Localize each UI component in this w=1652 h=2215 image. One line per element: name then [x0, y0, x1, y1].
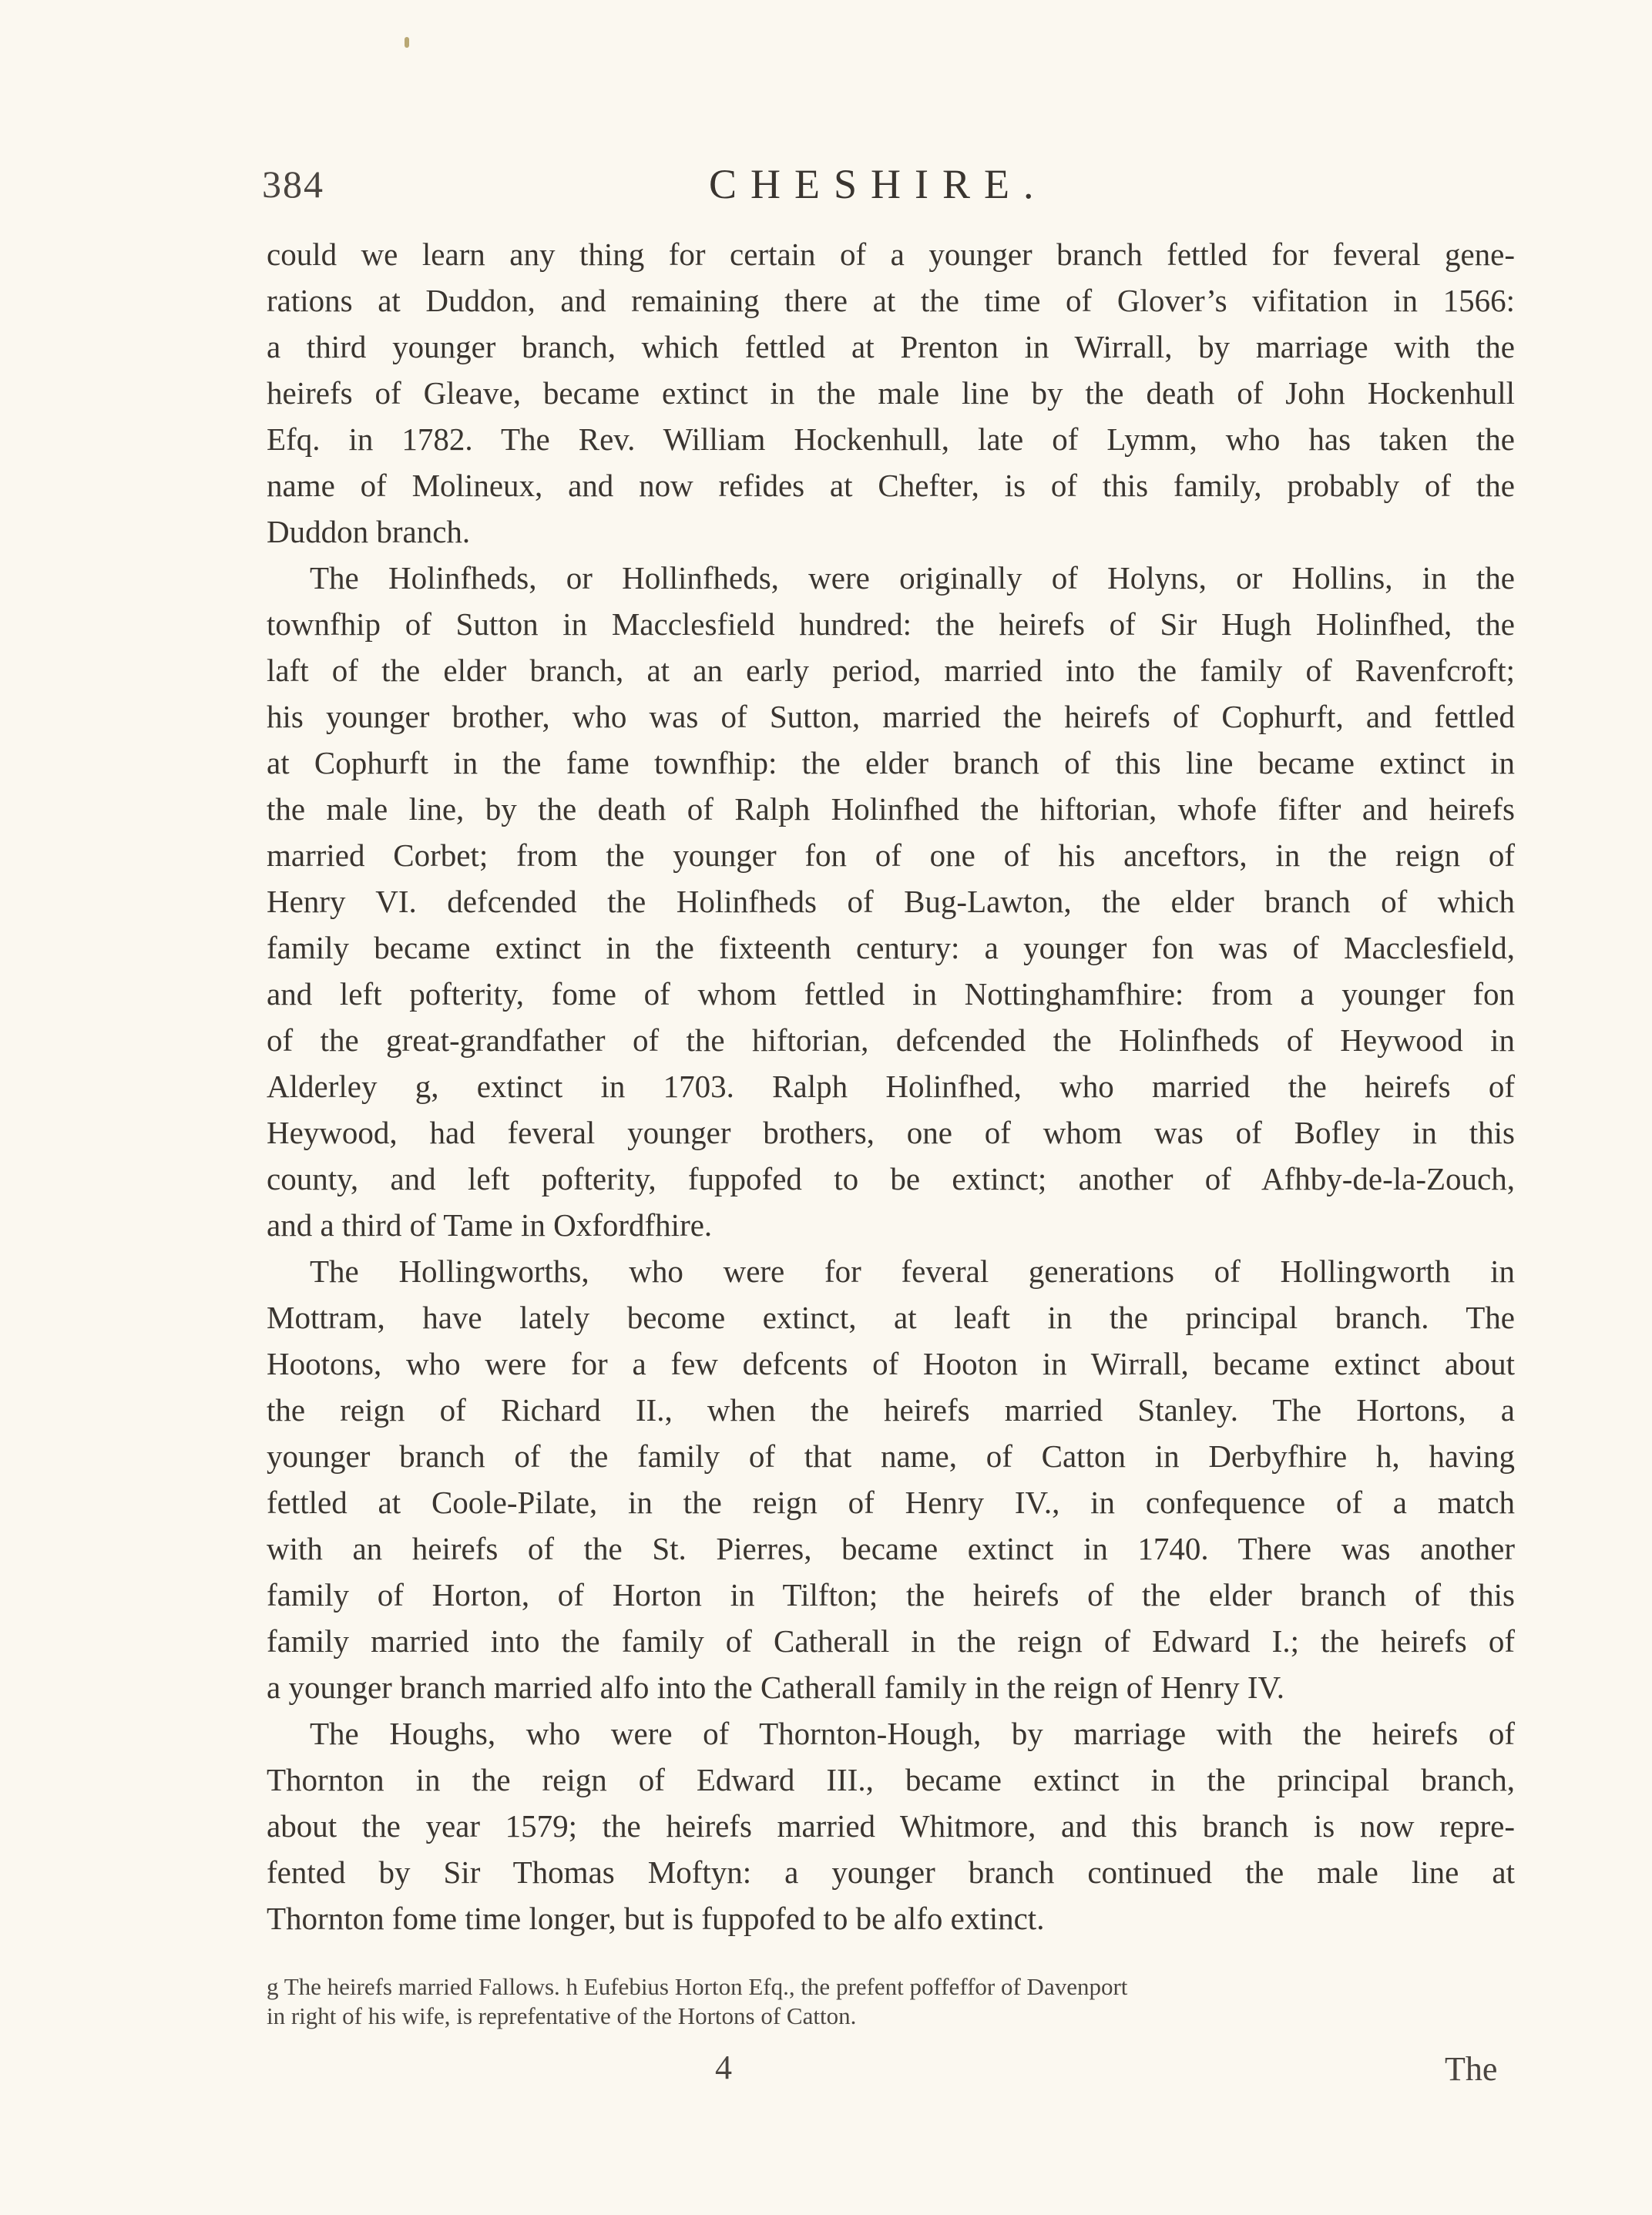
text-line: at Cophurft in the fame townfhip: the elder branch of this line became extinct in — [267, 745, 1515, 780]
text-line: with an heirefs of the St. Pierres, became extinct in 1740. There was another — [267, 1531, 1515, 1566]
footnote-line: g The heirefs married Fallows. h Eufebius Horton Efq., the prefent poffeffor of Davenport — [267, 1973, 1128, 2000]
text-line: and a third of Tame in Oxfordfhire. — [267, 1207, 713, 1243]
text-line: family of Horton, of Horton in Tilfton; the heirefs of the elder branch of this — [267, 1577, 1515, 1613]
text-line: name of Molineux, and now refides at Chefter, is of this family, probably of the — [267, 468, 1515, 503]
text-line: family became extinct in the fixteenth century: a younger fon was of Macclesfield, — [267, 930, 1515, 965]
paragraph-start-line: The Houghs, who were of Thornton-Hough, by marriage with the heirefs of — [310, 1716, 1515, 1751]
text-line: and left pofterity, fome of whom fettled in Nottinghamfhire: from a younger fon — [267, 976, 1515, 1012]
text-line: Mottram, have lately become extinct, at leaft in the principal branch. The — [267, 1300, 1515, 1335]
text-line: family married into the family of Catherall in the reign of Edward I.; the heirefs of — [267, 1623, 1515, 1659]
text-line: the male line, by the death of Ralph Holinfhed the hiftorian, whofe fifter and heirefs — [267, 791, 1515, 827]
running-head: CHESHIRE. — [709, 161, 1048, 207]
text-line: fettled at Coole-Pilate, in the reign of Henry IV., in confequence of a match — [267, 1485, 1515, 1520]
text-line: fented by Sir Thomas Moftyn: a younger branch continued the male line at — [267, 1854, 1515, 1890]
text-line: Duddon branch. — [267, 514, 471, 549]
text-line: county, and left pofterity, fuppofed to be extinct; another of Afhby-de-la-Zouch, — [267, 1161, 1515, 1196]
text-line: Hootons, who were for a few defcents of Hooton in Wirrall, became extinct about — [267, 1346, 1515, 1381]
text-line: about the year 1579; the heirefs married Whitmore, and this branch is now repre- — [267, 1808, 1515, 1844]
text-line: married Corbet; from the younger fon of one of his anceftors, in the reign of — [267, 837, 1515, 873]
text-line: Thornton in the reign of Edward III., became extinct in the principal branch, — [267, 1762, 1515, 1797]
text-line: could we learn any thing for certain of a younger branch fettled for feveral gene- — [267, 237, 1515, 272]
text-line: a third younger branch, which fettled at Prenton in Wirrall, by marriage with the — [267, 329, 1515, 364]
text-line: Efq. in 1782. The Rev. William Hockenhull, late of Lymm, who has taken the — [267, 421, 1515, 457]
paragraph-start-line: The Holinfheds, or Hollinfheds, were originally of Holyns, or Hollins, in the — [310, 560, 1515, 596]
text-line: Henry VI. defcended the Holinfheds of Bug-Lawton, the elder branch of which — [267, 884, 1515, 919]
text-line: townfhip of Sutton in Macclesfield hundred: the heirefs of Sir Hugh Holinfhed, the — [267, 606, 1515, 642]
text-line: rations at Duddon, and remaining there at the time of Glover’s vifitation in 1566: — [267, 283, 1515, 318]
text-line: of the great-grandfather of the hiftorian, defcended the Holinfheds of Heywood in — [267, 1022, 1515, 1058]
catchword: The — [1445, 2050, 1498, 2088]
text-line: younger branch of the family of that name, of Catton in Derbyfhire h, having — [267, 1438, 1515, 1474]
paragraph-start-line: The Hollingworths, who were for feveral generations of Hollingworth in — [310, 1253, 1515, 1289]
text-line: Alderley g, extinct in 1703. Ralph Holinfhed, who married the heirefs of — [267, 1069, 1515, 1104]
text-line: Thornton fome time longer, but is fuppofed to be alfo extinct. — [267, 1901, 1045, 1936]
text-line: his younger brother, who was of Sutton, married the heirefs of Cophurft, and fettled — [267, 699, 1515, 734]
footnote-line: in right of his wife, is reprefentative of the Hortons of Catton. — [267, 2002, 857, 2029]
text-line: Heywood, had feveral younger brothers, one of whom was of Bofley in this — [267, 1115, 1515, 1150]
text-line: a younger branch married alfo into the Catherall family in the reign of Henry IV. — [267, 1670, 1285, 1705]
signature-mark: 4 — [715, 2049, 732, 2086]
text-line: the reign of Richard II., when the heirefs married Stanley. The Hortons, a — [267, 1392, 1515, 1428]
ink-speck — [405, 37, 409, 48]
footnotes — [267, 1972, 1515, 2031]
text-line: heirefs of Gleave, became extinct in the male line by the death of John Hockenhull — [267, 375, 1515, 411]
page-number: 384 — [262, 163, 324, 206]
body-text — [267, 231, 1515, 1941]
text-line: laft of the elder branch, at an early period, married into the family of Ravenfcroft; — [267, 653, 1515, 688]
